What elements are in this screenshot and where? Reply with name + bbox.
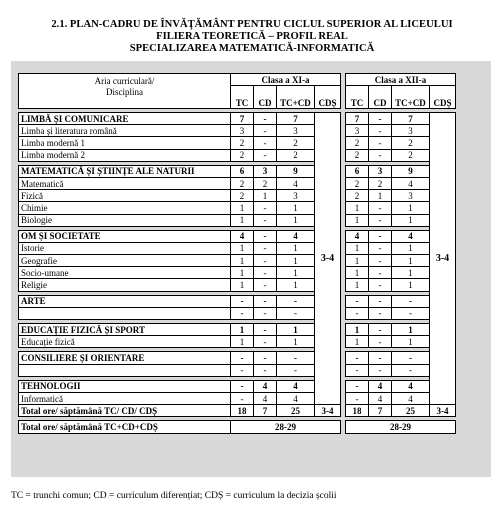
total-row [19,405,456,417]
value-cell: 1 [231,255,254,267]
value-cell: - [254,364,277,376]
discipline-row [19,242,456,254]
value-cell: - [346,307,369,319]
discipline-row [19,336,456,348]
category-row [19,380,456,392]
value-cell: - [392,352,430,364]
value-cell: 1 [346,214,369,226]
value-cell: - [254,352,277,364]
col-header-cd-12: CDȘ [430,86,456,109]
value-cell: 7 [346,113,369,125]
value-cell: 1 [231,202,254,214]
value-cell: - [277,352,315,364]
class-12-header: Clasa a XII-a [346,74,456,86]
value-cell: - [254,137,277,149]
col-header-cd-11: CD [254,86,277,109]
value-cell: 4 [277,380,315,392]
discipline-row [19,214,456,226]
value-cell: 1 [392,242,430,254]
value-cell: 1 [231,336,254,348]
discipline-row [19,202,456,214]
discipline-row [19,177,456,189]
row-name: Biologie [19,214,231,226]
col-header-tc-12: TC [346,86,369,109]
discipline-row [19,267,456,279]
value-cell: - [254,214,277,226]
value-cell: 9 [392,165,430,177]
value-cell: 1 [392,267,430,279]
row-name: Matematică [19,177,231,189]
value-cell: - [254,202,277,214]
value-cell: 1 [346,242,369,254]
value-cell: 2 [369,177,392,189]
value-cell: 1 [277,267,315,279]
value-cell: 4 [392,392,430,404]
value-cell: 2 [392,137,430,149]
value-cell: - [254,336,277,348]
category-row [19,230,456,242]
value-cell: 1 [346,324,369,336]
row-name: Istorie [19,242,231,254]
value-cell: - [254,125,277,137]
total-cell: 25 [392,405,430,417]
value-cell: - [346,380,369,392]
value-cell: 7 [392,113,430,125]
value-cell: 1 [277,242,315,254]
value-cell: 1 [392,202,430,214]
value-cell: 1 [369,190,392,202]
value-cell: - [369,113,392,125]
value-cell: - [231,380,254,392]
value-cell: 3 [231,125,254,137]
total-cell: 3-4 [315,405,341,417]
row-name: Geografie [19,255,231,267]
row-name: Informatică [19,392,231,404]
curriculum-table [18,73,456,434]
value-cell: 2 [392,149,430,161]
value-cell: - [254,242,277,254]
value-cell: - [369,295,392,307]
value-cell: - [392,364,430,376]
total-cell: 7 [369,405,392,417]
value-cell: - [392,295,430,307]
row-name: TEHNOLOGII [19,380,231,392]
value-cell: 4 [254,380,277,392]
value-cell: 2 [346,149,369,161]
value-cell: - [369,149,392,161]
value-cell: - [231,352,254,364]
value-cell: 6 [346,165,369,177]
value-cell: - [254,307,277,319]
value-cell: 1 [392,324,430,336]
value-cell: 1 [231,242,254,254]
value-cell: 1 [277,336,315,348]
value-cell: - [346,364,369,376]
total-cell: 7 [254,405,277,417]
category-row [19,165,456,177]
value-cell: - [369,352,392,364]
value-cell: - [254,149,277,161]
value-cell: 4 [392,380,430,392]
class-11-header: Clasa a XI-a [231,74,341,86]
discipline-row [19,137,456,149]
value-cell: 1 [277,279,315,291]
value-cell: 2 [346,137,369,149]
discipline-row [19,255,456,267]
discipline-label: Disciplina [106,87,143,97]
row-name: Religie [19,279,231,291]
value-cell: 4 [346,230,369,242]
value-cell: 1 [392,336,430,348]
value-cell: - [346,295,369,307]
value-cell: 1 [231,324,254,336]
row-name: Socio-umane [19,267,231,279]
total-label: Total ore/ săptămână TC/ CD/ CDȘ [19,405,231,417]
value-cell: - [231,392,254,404]
value-cell: - [231,364,254,376]
row-name: Limba și literatura română [19,125,231,137]
header-row [19,74,456,86]
value-cell: 3 [277,190,315,202]
value-cell: 2 [277,137,315,149]
value-cell: - [392,307,430,319]
col-header-tc+cd-11: TC+CD [277,86,315,109]
row-name [19,307,231,319]
value-cell: - [254,255,277,267]
row-name: Limba modernă 2 [19,149,231,161]
value-cell: 1 [346,336,369,348]
value-cell: - [369,242,392,254]
title-line-1: 2.1. PLAN-CADRU DE ÎNVĂŢĂMÂNT PENTRU CICLUL SUPERIOR AL LICEULUI [51,19,453,30]
cds-cell-11: 3-4 [315,113,341,405]
value-cell: - [369,202,392,214]
footer-legend: TC = trunchi comun; CD = curriculum diferențiat; CDȘ = curriculum la decizia școlii [11,491,337,501]
category-row [19,295,456,307]
area-header [19,74,231,109]
category-row [19,352,456,364]
value-cell: 3 [254,165,277,177]
value-cell: - [254,113,277,125]
discipline-row [19,279,456,291]
value-cell: 3 [392,190,430,202]
value-cell: 1 [392,214,430,226]
value-cell: 3 [369,165,392,177]
col-header-cd-11: CDȘ [315,86,341,109]
discipline-row [19,190,456,202]
value-cell: 1 [346,255,369,267]
value-cell: 1 [346,279,369,291]
grand-total-12: 28-29 [346,421,456,433]
value-cell: 1 [392,255,430,267]
value-cell: - [254,267,277,279]
row-name: Educație fizică [19,336,231,348]
value-cell: 3 [346,125,369,137]
value-cell: 2 [346,190,369,202]
value-cell: 4 [231,230,254,242]
discipline-row [19,392,456,404]
value-cell: - [369,255,392,267]
value-cell: - [369,307,392,319]
value-cell: - [369,267,392,279]
value-cell: 2 [346,177,369,189]
value-cell: 7 [231,113,254,125]
value-cell: - [346,392,369,404]
value-cell: 9 [277,165,315,177]
value-cell: - [369,364,392,376]
value-cell: - [254,279,277,291]
value-cell: 1 [231,214,254,226]
row-name: EDUCAȚIE FIZICĂ ȘI SPORT [19,324,231,336]
value-cell: - [254,295,277,307]
value-cell: 1 [231,279,254,291]
value-cell: - [254,230,277,242]
value-cell: 4 [392,177,430,189]
value-cell: - [254,324,277,336]
value-cell: - [369,279,392,291]
value-cell: 1 [277,202,315,214]
value-cell: 1 [346,202,369,214]
area-label: Aria curriculară/ [94,76,155,86]
row-name [19,364,231,376]
value-cell: - [369,137,392,149]
value-cell: 7 [277,113,315,125]
value-cell: - [369,230,392,242]
category-row [19,324,456,336]
grand-total-11: 28-29 [231,421,341,433]
value-cell: - [369,125,392,137]
title-line-3: SPECIALIZAREA MATEMATICĂ-INFORMATICĂ [129,43,375,54]
value-cell: - [231,295,254,307]
discipline-row [19,149,456,161]
value-cell: - [369,214,392,226]
row-name: Limba modernă 1 [19,137,231,149]
total-cell: 3-4 [430,405,456,417]
value-cell: 4 [369,392,392,404]
col-header-cd-12: CD [369,86,392,109]
category-row [19,113,456,125]
value-cell: 4 [277,230,315,242]
row-name: CONSILIERE ȘI ORIENTARE [19,352,231,364]
col-header-tc+cd-12: TC+CD [392,86,430,109]
total-cell: 18 [346,405,369,417]
row-name: Chimie [19,202,231,214]
value-cell: - [369,324,392,336]
row-name: Fizică [19,190,231,202]
value-cell: - [277,364,315,376]
title-line-2: FILIERA TEORETICĂ – PROFIL REAL [156,31,348,42]
value-cell: 2 [254,177,277,189]
row-name: ARTE [19,295,231,307]
grand-total-label: Total ore/ săptămână TC+CD+CDȘ [19,421,231,433]
value-cell: - [369,336,392,348]
value-cell: 2 [231,177,254,189]
value-cell: 1 [277,214,315,226]
discipline-row [19,125,456,137]
value-cell: - [231,307,254,319]
row-name: OM ȘI SOCIETATE [19,230,231,242]
value-cell: 1 [346,267,369,279]
value-cell: 3 [277,125,315,137]
value-cell: 1 [277,255,315,267]
value-cell: 6 [231,165,254,177]
value-cell: 3 [392,125,430,137]
value-cell: 1 [392,279,430,291]
value-cell: 1 [231,267,254,279]
value-cell: 4 [369,380,392,392]
grand-total-row [19,421,456,433]
cds-cell-12: 3-4 [430,113,456,405]
value-cell: 1 [277,324,315,336]
value-cell: 2 [231,149,254,161]
value-cell: - [346,352,369,364]
col-header-tc-11: TC [231,86,254,109]
row-name: LIMBĂ ȘI COMUNICARE [19,113,231,125]
row-name: MATEMATICĂ ȘI ȘTIINȚE ALE NATURII [19,165,231,177]
value-cell: 4 [277,177,315,189]
value-cell: - [277,307,315,319]
value-cell: 2 [231,137,254,149]
total-cell: 25 [277,405,315,417]
total-cell: 18 [231,405,254,417]
value-cell: 2 [277,149,315,161]
discipline-row [19,364,456,376]
value-cell: 4 [277,392,315,404]
value-cell: - [277,295,315,307]
value-cell: 1 [254,190,277,202]
value-cell: 4 [392,230,430,242]
value-cell: 4 [254,392,277,404]
value-cell: 2 [231,190,254,202]
discipline-row [19,307,456,319]
